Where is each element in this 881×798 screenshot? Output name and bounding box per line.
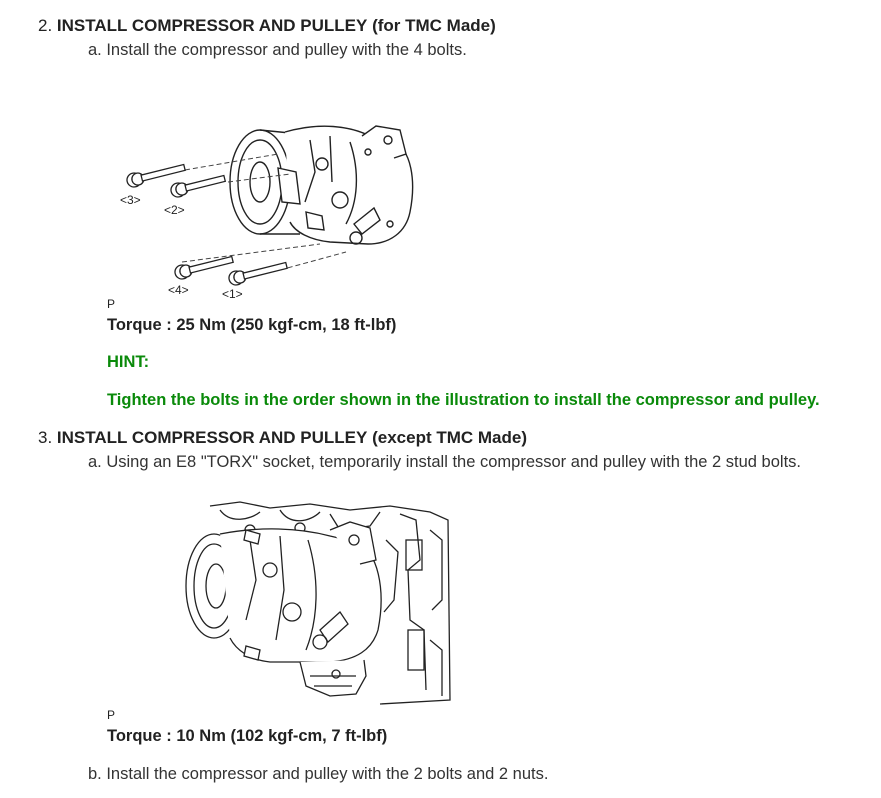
step-3-qualifier: (except TMC Made) bbox=[372, 428, 528, 447]
step-3-number: 3. bbox=[38, 428, 53, 447]
step-3-title: INSTALL COMPRESSOR AND PULLEY bbox=[56, 428, 368, 447]
step-2-torque: Torque : 25 Nm (250 kgf-cm, 18 ft-lbf) bbox=[107, 316, 397, 334]
step-2-heading bbox=[38, 16, 496, 36]
hint-text: Tighten the bolts in the order shown in the illustration to install the compressor and pulley. bbox=[107, 391, 820, 409]
bolt-label-4: <4> bbox=[168, 283, 189, 297]
bolt-label-2: <2> bbox=[164, 203, 185, 217]
engine-compressor-illustration bbox=[180, 500, 452, 710]
compressor-bolts-illustration bbox=[110, 112, 430, 302]
hint-label: HINT: bbox=[107, 353, 150, 371]
step-3-heading bbox=[38, 428, 527, 448]
step-3-torque: Torque : 10 Nm (102 kgf-cm, 7 ft-lbf) bbox=[107, 727, 388, 745]
bolt-label-1: <1> bbox=[222, 287, 243, 301]
step-2-illustration-label: P bbox=[107, 297, 116, 311]
step-2-title: INSTALL COMPRESSOR AND PULLEY bbox=[56, 16, 368, 35]
bolt-label-3: <3> bbox=[120, 193, 141, 207]
step-3-substep-a: a. Using an E8 "TORX" socket, temporarily install the compressor and pulley with the 2 stud bolts. bbox=[88, 453, 801, 471]
step-3-illustration-label: P bbox=[107, 708, 116, 722]
step-3-substep-b: b. Install the compressor and pulley with the 2 bolts and 2 nuts. bbox=[88, 765, 549, 783]
step-2-number: 2. bbox=[38, 16, 53, 35]
step-2-substep-a: a. Install the compressor and pulley with the 4 bolts. bbox=[88, 41, 467, 59]
step-2-qualifier: (for TMC Made) bbox=[372, 16, 496, 35]
